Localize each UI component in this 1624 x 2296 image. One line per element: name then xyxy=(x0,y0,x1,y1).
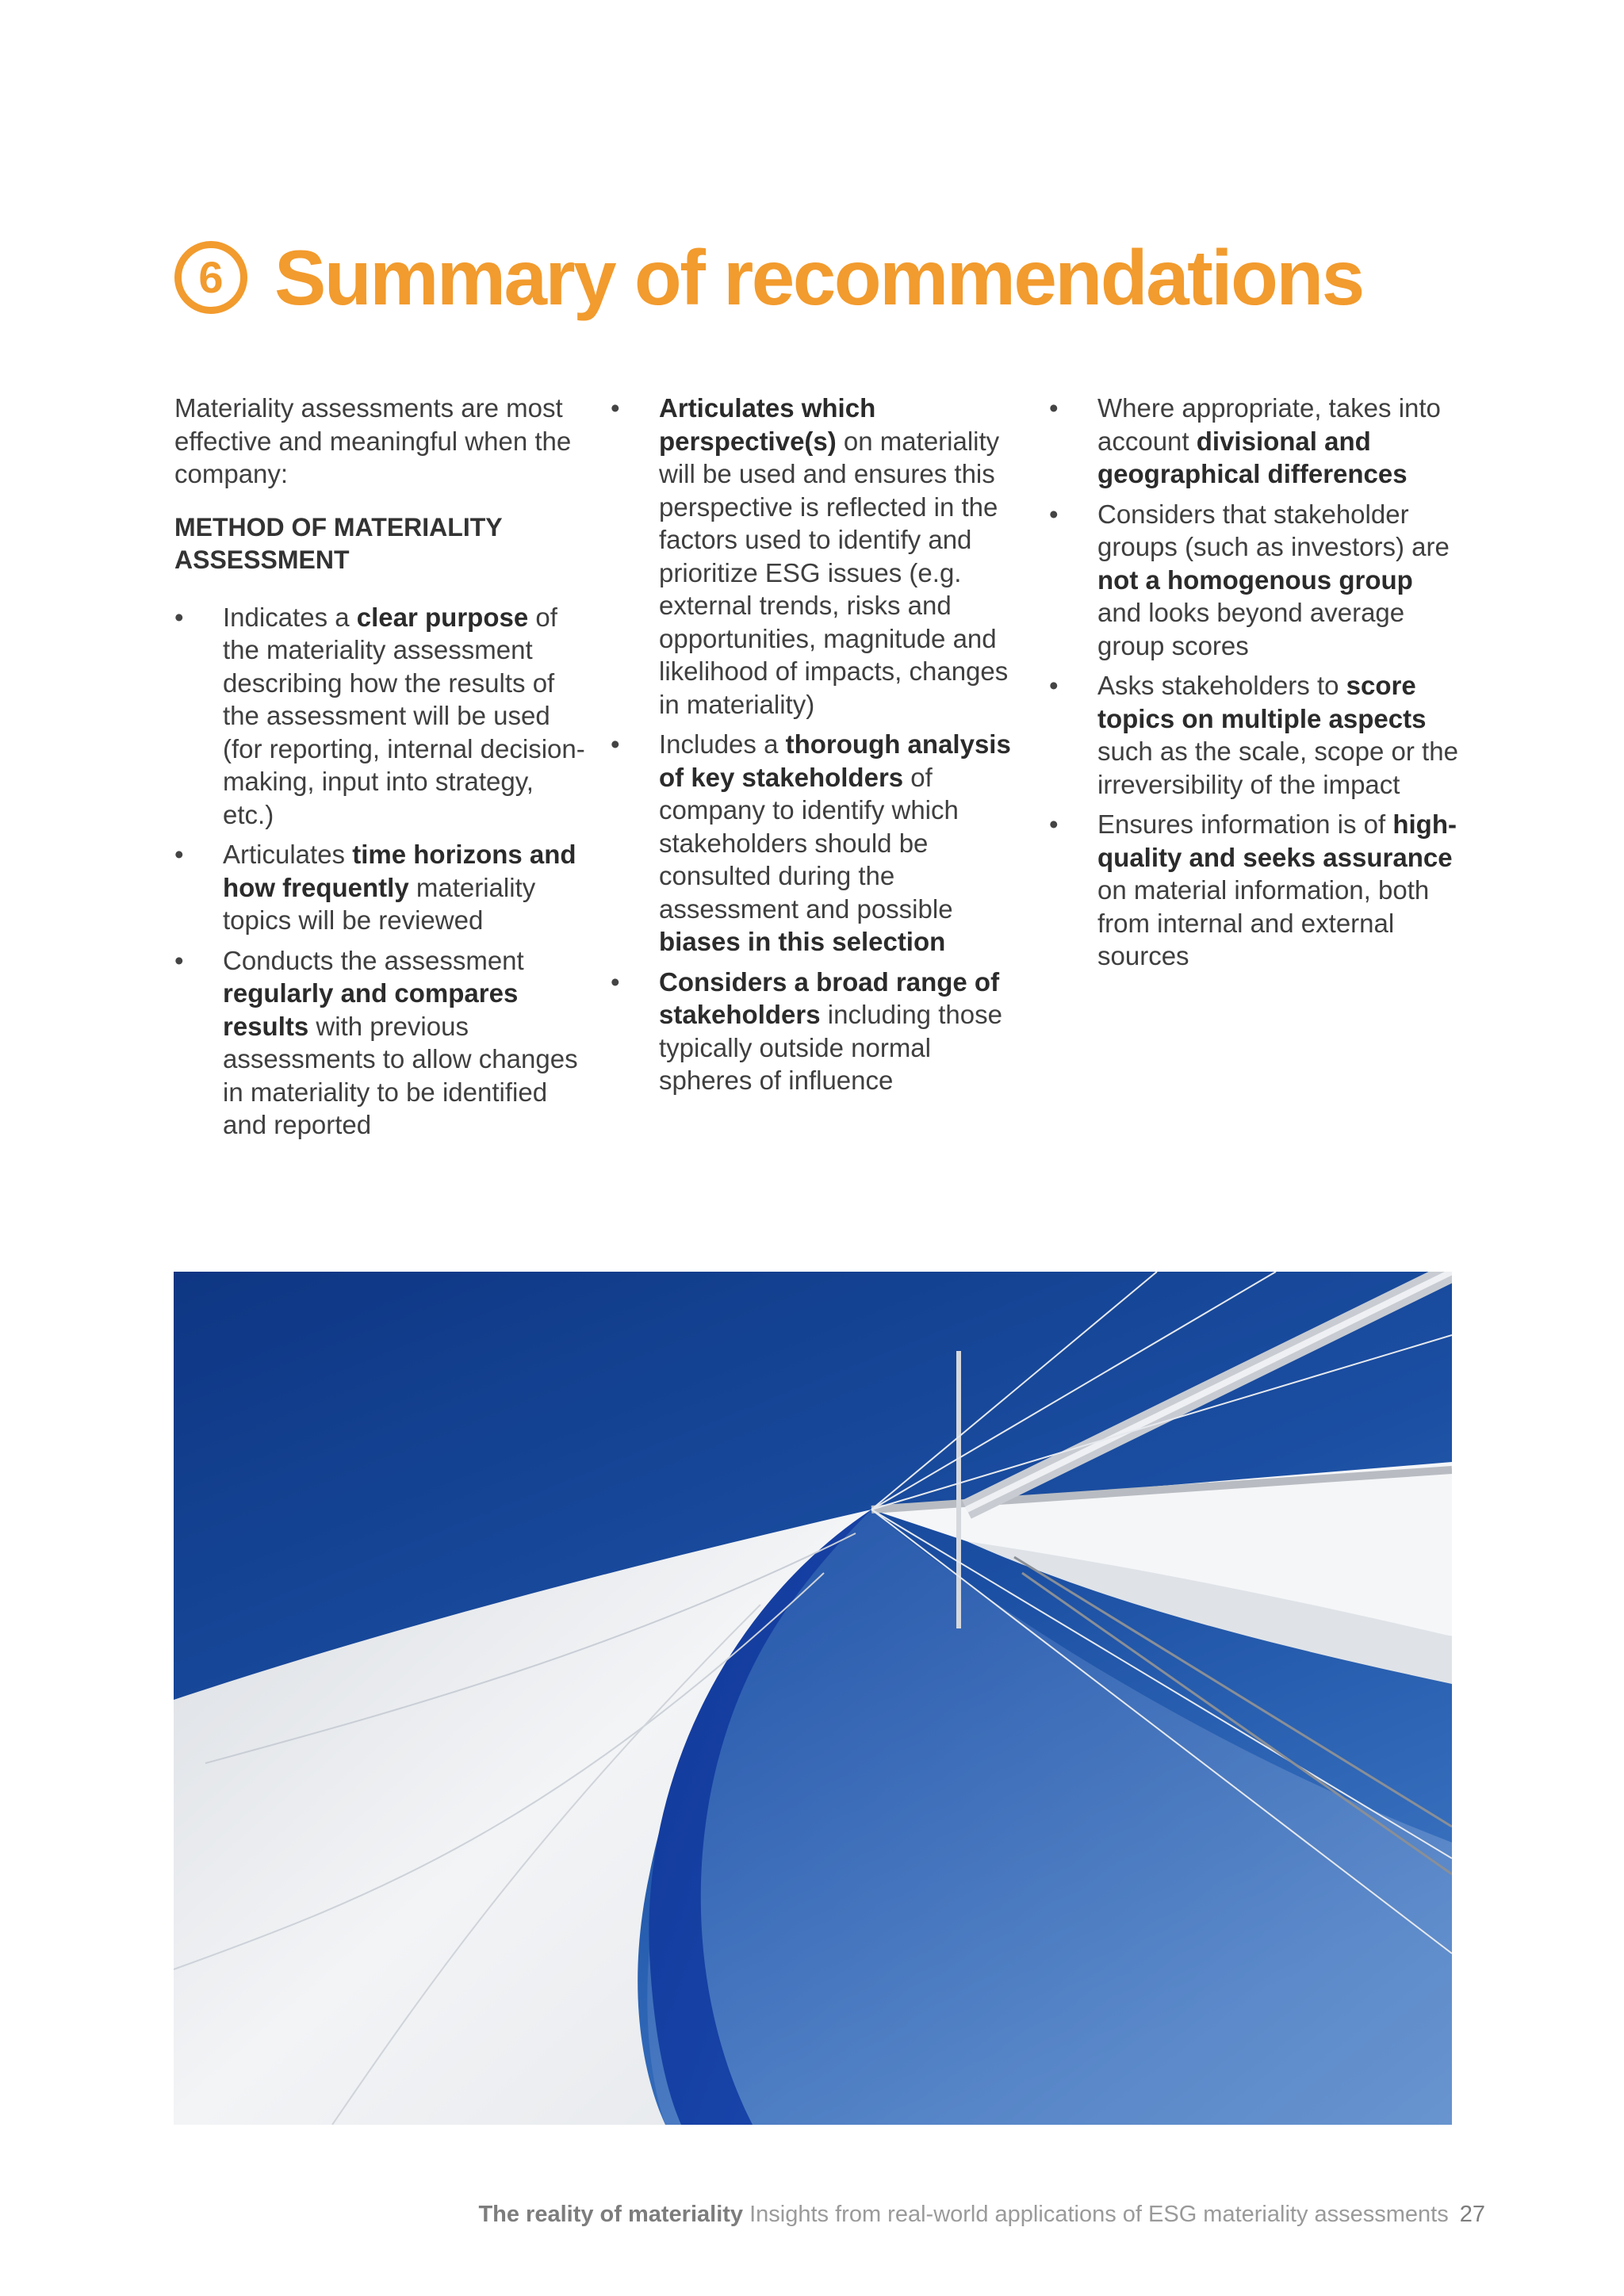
section-title-block xyxy=(174,230,1363,325)
bullet-icon: • xyxy=(1049,499,1059,529)
report-title: The reality of materiality xyxy=(478,2202,744,2227)
column-2 xyxy=(611,392,1023,1104)
item-emphasis: not a homogenous group xyxy=(1097,564,1413,595)
list-item xyxy=(174,944,587,1142)
list-item xyxy=(611,392,1023,721)
bullet-icon: • xyxy=(611,729,620,759)
list-item xyxy=(174,601,587,832)
list-item xyxy=(611,728,1023,959)
report-subtitle: Insights from real-world applications of ESG materiality assessments xyxy=(743,2202,1449,2227)
list-item xyxy=(611,966,1023,1097)
bullet-icon: • xyxy=(1049,393,1059,423)
section-heading: METHOD OF MATERIALITY ASSESSMENT xyxy=(174,512,503,574)
item-text: Asks stakeholders to xyxy=(1097,671,1346,700)
bullet-icon: • xyxy=(1049,671,1059,700)
bullet-icon: • xyxy=(174,840,184,869)
bullet-icon: • xyxy=(611,393,620,423)
bullet-icon: • xyxy=(174,945,184,975)
list-item xyxy=(1049,498,1461,663)
item-text: including those typically outside normal spheres of influence xyxy=(659,1000,1002,1095)
recommendation-list-3 xyxy=(1049,392,1461,973)
page-footer xyxy=(478,2202,1485,2228)
item-emphasis: biases in this selection xyxy=(659,927,946,956)
item-text: Articulates xyxy=(223,840,353,869)
item-text: on material information, both from internal and external sources xyxy=(1097,875,1430,970)
item-text: such as the scale, scope or the irreversibility of the impact xyxy=(1097,737,1458,799)
intro-text: Materiality assessments are most effective and meaningful when the company: xyxy=(174,393,572,488)
item-text: on materiality will be used and ensures this perspective is reflected in the factors used to identify and prioritize ESG issues (e.g. external trends, risks and opportunities, magnitude and likelihood of impacts, changes in materiality) xyxy=(659,426,1009,719)
recommendation-list-2 xyxy=(611,392,1023,1097)
item-text: Conducts the assessment xyxy=(223,945,524,975)
list-item xyxy=(174,838,587,937)
item-text: of the materiality assessment describing how the results of the assessment will be used (for reporting, internal decision-making, input into strategy, etc.) xyxy=(223,602,585,829)
list-item xyxy=(1049,808,1461,973)
item-emphasis: Articulates which perspective(s) xyxy=(659,393,876,456)
item-text: Includes a xyxy=(659,729,786,759)
item-text: with previous assessments to allow changes in materiality to be identified and reported xyxy=(223,1011,578,1139)
item-emphasis: thorough analysis of key stakeholders xyxy=(659,729,1011,792)
recommendation-list-1 xyxy=(174,601,587,1142)
column-3 xyxy=(1049,392,1461,980)
item-emphasis: Considers a broad range of stakeholders xyxy=(659,966,1000,1029)
list-item xyxy=(1049,669,1461,801)
column-1 xyxy=(174,392,587,1149)
item-text: of company to identify which stakeholders should be consulted during the assessment and possible xyxy=(659,762,959,924)
bullet-icon: • xyxy=(174,602,184,632)
sail-illustration xyxy=(174,1272,1452,2125)
item-text: Considers that stakeholder groups (such as investors) are xyxy=(1097,499,1450,561)
item-text: Indicates a xyxy=(223,602,357,632)
item-emphasis: clear purpose xyxy=(356,602,529,632)
bullet-icon: • xyxy=(611,966,620,997)
item-text: and looks beyond average group scores xyxy=(1097,598,1405,660)
item-emphasis: high-quality and seeks assurance xyxy=(1097,809,1457,872)
page-number: 27 xyxy=(1459,2202,1485,2227)
section-number: 6 xyxy=(198,252,224,302)
item-text: Where appropriate, takes into account xyxy=(1097,393,1441,456)
item-emphasis: divisional and geographical differences xyxy=(1097,426,1408,488)
sailboat-photo xyxy=(174,1272,1452,2125)
item-emphasis: regularly and compares results xyxy=(223,978,519,1041)
item-emphasis: score topics on multiple aspects xyxy=(1097,671,1427,733)
section-number-badge xyxy=(174,241,247,314)
item-text: materiality topics will be reviewed xyxy=(223,872,536,935)
list-item xyxy=(1049,392,1461,491)
page-title: Summary of recommendations xyxy=(274,233,1363,321)
item-text: Ensures information is of xyxy=(1097,809,1393,839)
bullet-icon: • xyxy=(1049,809,1059,839)
item-emphasis: time horizons and how frequently xyxy=(223,840,576,902)
